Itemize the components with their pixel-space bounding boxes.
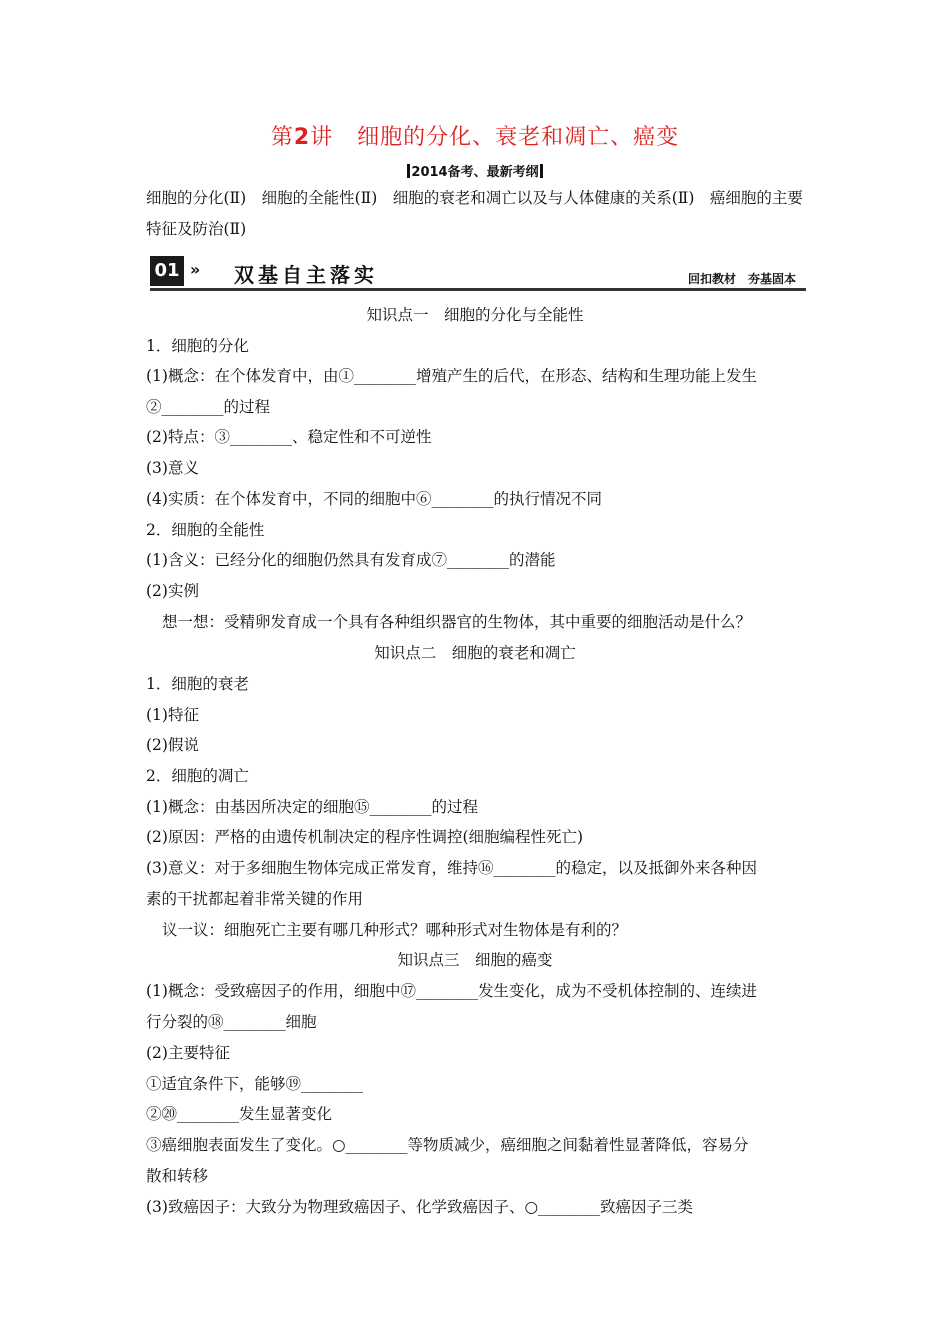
text-line: (1)概念：由基因所决定的细胞⑮________的过程 (146, 798, 478, 816)
section-arrow-icon: » (190, 260, 201, 279)
text-line: 2．细胞的全能性 (146, 521, 265, 539)
text-line: (2)主要特征 (146, 1044, 230, 1062)
text-line: ②________的过程 (146, 398, 271, 416)
discuss-question: 议一议：细胞死亡主要有哪几种形式？哪种形式对生物体是有利的？ (162, 921, 628, 939)
text-line: 1．细胞的衰老 (146, 675, 249, 693)
text-line: (4)实质：在个体发育中，不同的细胞中⑥________的执行情况不同 (146, 490, 602, 508)
text-line: (2)假说 (146, 736, 199, 754)
lecture-topic: 细胞的分化、衰老和凋亡、癌变 (357, 125, 680, 150)
knowledge-point-heading: 知识点一 细胞的分化与全能性 (366, 306, 584, 324)
text-line: (1)概念：在个体发育中，由①________增殖产生的后代，在形态、结构和生理功能上发生 (146, 367, 757, 385)
section-subtitle: 回扣教材 夯基固本 (687, 272, 796, 286)
exam-banner (0, 161, 950, 180)
banner-bar-right (540, 164, 543, 178)
section-header (150, 252, 806, 292)
lecture-number: 2 (293, 125, 311, 150)
lecture-suffix: 讲 (310, 125, 334, 150)
text-line: (1)特征 (146, 706, 199, 724)
knowledge-point-heading: 知识点三 细胞的癌变 (397, 951, 553, 969)
lecture-title (0, 120, 950, 151)
text-line: (3)意义：对于多细胞生物体完成正常发育，维持⑯________的稳定，以及抵御外来各种因 (146, 859, 757, 877)
section-number: 01 (150, 256, 184, 286)
text-line: ①适宜条件下，能够⑲________ (146, 1075, 364, 1093)
section-title: 双基自主落实 (234, 263, 378, 287)
exam-banner-text: 2014备考、最新考纲 (411, 165, 539, 180)
lecture-prefix: 第 (270, 125, 294, 150)
text-line: (3)意义 (146, 459, 199, 477)
text-line: (2)实例 (146, 582, 199, 600)
text-line: (1)含义：已经分化的细胞仍然具有发育成⑦________的潜能 (146, 551, 556, 569)
section-divider (150, 288, 806, 291)
text-line: (2)原因：严格的由遗传机制决定的程序性调控(细胞编程性死亡) (146, 828, 584, 846)
text-line: 行分裂的⑱________细胞 (146, 1013, 317, 1031)
banner-bar-left (407, 164, 410, 178)
knowledge-point-heading: 知识点二 细胞的衰老和凋亡 (374, 644, 576, 662)
think-question: 想一想：受精卵发育成一个具有各种组织器官的生物体，其中重要的细胞活动是什么？ (162, 613, 752, 631)
text-line: 2．细胞的凋亡 (146, 767, 249, 785)
text-line: 1．细胞的分化 (146, 337, 249, 355)
syllabus-text: 细胞的分化(Ⅱ) 细胞的全能性(Ⅱ) 细胞的衰老和凋亡以及与人体健康的关系(Ⅱ) 癌细胞的主要特征及防治(Ⅱ) (146, 189, 803, 238)
text-line: (1)概念：受致癌因子的作用，细胞中⑰________发生变化，成为不受机体控制的、连续进 (146, 982, 757, 1000)
text-line: (2)特点：③________、稳定性和不可逆性 (146, 428, 432, 446)
text-line: 散和转移 (146, 1167, 209, 1185)
text-line: ②⑳________发生显著变化 (146, 1105, 333, 1123)
text-line: 素的干扰都起着非常关键的作用 (146, 890, 364, 908)
text-line: ③癌细胞表面发生了变化。○________等物质减少，癌细胞之间黏着性显著降低，容易分 (146, 1136, 749, 1154)
text-line: (3)致癌因子：大致分为物理致癌因子、化学致癌因子、○________致癌因子三类 (146, 1198, 693, 1216)
